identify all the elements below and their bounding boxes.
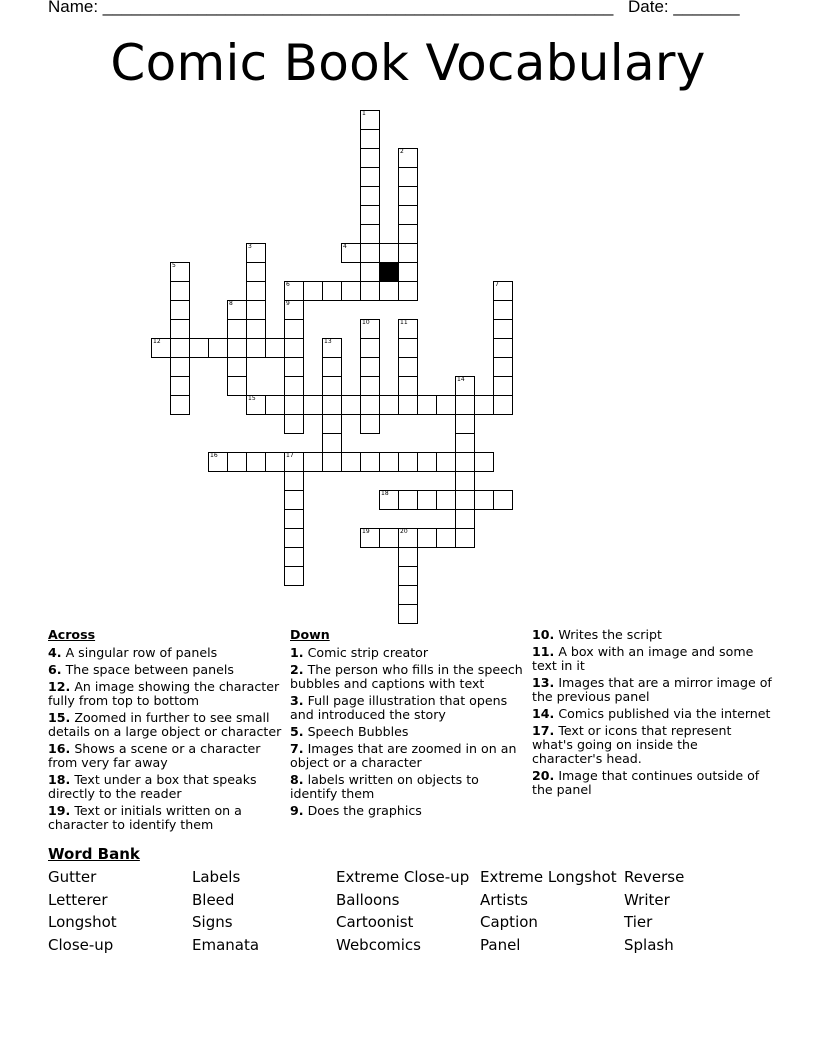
crossword-cell[interactable] <box>455 490 475 510</box>
crossword-cell[interactable] <box>493 357 513 377</box>
word-bank-word: Extreme Longshot <box>480 868 617 886</box>
crossword-cell[interactable] <box>474 452 494 472</box>
crossword-cell[interactable] <box>398 547 418 567</box>
clue-number: 19 <box>362 528 370 535</box>
crossword-cell[interactable] <box>284 376 304 396</box>
crossword-cell[interactable] <box>227 376 247 396</box>
crossword-cell[interactable] <box>379 281 399 301</box>
clue-text: The space between panels <box>61 662 234 677</box>
down-clue <box>532 645 772 673</box>
clue-text: Comic strip creator <box>303 645 429 660</box>
clue-number-label: 10. <box>532 627 555 642</box>
crossword-cell[interactable] <box>227 452 247 472</box>
word-bank-word: Reverse <box>624 868 685 886</box>
clue-number-label: 3. <box>290 693 304 708</box>
crossword-cell[interactable] <box>265 338 285 358</box>
crossword-cell[interactable] <box>493 300 513 320</box>
crossword-cell[interactable] <box>322 395 342 415</box>
word-bank-word: Signs <box>192 913 233 932</box>
crossword-cell[interactable] <box>398 281 418 301</box>
down-clue <box>290 663 526 691</box>
crossword-cell[interactable] <box>436 528 456 548</box>
clue-number: 14 <box>457 376 465 383</box>
clue-number-label: 19. <box>48 803 71 818</box>
crossword-cell[interactable] <box>398 262 418 282</box>
clue-number-label: 15. <box>48 710 71 725</box>
clue-text: Text under a box that speaks directly to the reader <box>48 772 257 801</box>
down-clue <box>532 769 772 797</box>
crossword-cell[interactable] <box>360 148 380 168</box>
crossword-cell[interactable] <box>455 471 475 491</box>
clue-number-label: 7. <box>290 741 304 756</box>
word-bank-word: Longshot <box>48 913 117 932</box>
crossword-cell[interactable] <box>398 376 418 396</box>
crossword-cell[interactable] <box>493 395 513 415</box>
clue-number: 8 <box>229 300 233 307</box>
crossword-cell[interactable] <box>398 452 418 472</box>
crossword-cell[interactable] <box>360 167 380 187</box>
word-bank-word: Extreme Close-up <box>336 868 470 886</box>
crossword-cell[interactable] <box>398 205 418 225</box>
word-bank-word: Close-up <box>48 935 114 954</box>
clue-text: Shows a scene or a character from very far away <box>48 741 261 770</box>
down-heading: Down <box>290 627 330 642</box>
clue-number-label: 14. <box>532 706 555 721</box>
clue-text: Zoomed in further to see small details on a large object or character <box>48 710 282 739</box>
down-clue <box>290 646 526 660</box>
crossword-cell[interactable] <box>284 338 304 358</box>
clue-number-label: 16. <box>48 741 71 756</box>
clue-number: 7 <box>495 281 499 288</box>
clue-text: Text or icons that represent what's going on inside the character's head. <box>532 723 732 766</box>
clue-number: 11 <box>400 319 408 326</box>
crossword-cell[interactable] <box>284 528 304 548</box>
down-clue <box>290 804 526 818</box>
crossword-cell[interactable] <box>284 490 304 510</box>
word-bank-column <box>48 866 117 956</box>
across-clues <box>48 628 284 835</box>
crossword-cell[interactable] <box>341 452 361 472</box>
clue-number: 4 <box>343 243 347 250</box>
crossword-cell[interactable] <box>436 395 456 415</box>
down-clues-continued <box>532 628 772 800</box>
crossword-cell[interactable] <box>284 395 304 415</box>
word-bank-column <box>480 866 617 956</box>
crossword-cell[interactable] <box>322 357 342 377</box>
crossword-cell[interactable] <box>360 452 380 472</box>
word-bank-title: Word Bank <box>48 845 140 863</box>
word-bank-column <box>624 866 684 956</box>
crossword-cell[interactable] <box>360 205 380 225</box>
word-bank-word: Splash <box>624 935 674 954</box>
crossword-cell[interactable] <box>360 281 380 301</box>
down-clue <box>532 676 772 704</box>
crossword-cell[interactable] <box>170 357 190 377</box>
crossword-cell[interactable] <box>493 490 513 510</box>
date-field-label: Date: _______ <box>628 0 740 16</box>
clue-text: Does the graphics <box>303 803 422 818</box>
crossword-cell[interactable] <box>322 452 342 472</box>
clue-number: 16 <box>210 452 218 459</box>
clue-number: 20 <box>400 528 408 535</box>
clue-number: 18 <box>381 490 389 497</box>
word-bank-word: Caption <box>480 913 538 932</box>
across-clue <box>48 680 284 708</box>
clue-text: Image that continues outside of the panel <box>532 768 760 797</box>
crossword-cell[interactable] <box>398 395 418 415</box>
crossword-cell[interactable] <box>436 452 456 472</box>
crossword-cell[interactable] <box>398 243 418 263</box>
crossword-cell[interactable] <box>493 338 513 358</box>
crossword-cell[interactable] <box>170 281 190 301</box>
clue-number: 12 <box>153 338 161 345</box>
crossword-cell[interactable] <box>265 452 285 472</box>
crossword-cell[interactable] <box>246 281 266 301</box>
clue-number: 1 <box>362 110 366 117</box>
word-bank-word: Letterer <box>48 890 108 909</box>
crossword-cell[interactable] <box>493 319 513 339</box>
clue-number-label: 17. <box>532 723 555 738</box>
crossword-cell[interactable] <box>455 452 475 472</box>
clue-number: 17 <box>286 452 294 459</box>
crossword-cell[interactable] <box>170 300 190 320</box>
crossword-cell[interactable] <box>379 243 399 263</box>
word-bank-word: Panel <box>480 935 521 954</box>
crossword-cell[interactable] <box>303 281 323 301</box>
crossword-cell[interactable] <box>379 395 399 415</box>
crossword-cell[interactable] <box>398 585 418 605</box>
down-clues <box>290 628 526 821</box>
crossword-cell[interactable] <box>398 357 418 377</box>
crossword-cell[interactable] <box>246 300 266 320</box>
clue-number-label: 20. <box>532 768 555 783</box>
clue-number-label: 4. <box>48 645 62 660</box>
crossword-cell[interactable] <box>284 414 304 434</box>
crossword-cell[interactable] <box>417 395 437 415</box>
crossword-cell[interactable] <box>170 319 190 339</box>
crossword-cell[interactable] <box>227 357 247 377</box>
crossword-cell[interactable] <box>246 262 266 282</box>
crossword-cell[interactable] <box>436 490 456 510</box>
crossword-cell[interactable] <box>360 129 380 149</box>
crossword-cell[interactable] <box>417 452 437 472</box>
crossword-cell[interactable] <box>170 395 190 415</box>
clue-text: Full page illustration that opens and introduced the story <box>290 693 508 722</box>
crossword-cell[interactable] <box>265 395 285 415</box>
crossword-cell[interactable] <box>398 604 418 624</box>
across-clue <box>48 804 284 832</box>
crossword-cell[interactable] <box>322 281 342 301</box>
crossword-cell[interactable] <box>303 395 323 415</box>
crossword-cell[interactable] <box>284 319 304 339</box>
across-clue <box>48 646 284 660</box>
clue-number-label: 1. <box>290 645 304 660</box>
crossword-cell[interactable] <box>455 395 475 415</box>
crossword-cell[interactable] <box>493 376 513 396</box>
crossword-cell[interactable] <box>189 338 209 358</box>
clue-text: Text or initials written on a character to identify them <box>48 803 242 832</box>
crossword-cell[interactable] <box>284 566 304 586</box>
crossword-cell[interactable] <box>360 186 380 206</box>
crossword-cell[interactable] <box>246 338 266 358</box>
clue-number-label: 5. <box>290 724 304 739</box>
clue-text: A singular row of panels <box>61 645 218 660</box>
clue-number: 5 <box>172 262 176 269</box>
across-clue <box>48 742 284 770</box>
crossword-cell[interactable] <box>246 452 266 472</box>
crossword-cell[interactable] <box>398 186 418 206</box>
clue-number-label: 8. <box>290 772 304 787</box>
crossword-cell[interactable] <box>360 395 380 415</box>
clue-number: 13 <box>324 338 332 345</box>
crossword-cell[interactable] <box>246 319 266 339</box>
crossword-cell[interactable] <box>227 338 247 358</box>
crossword-cell[interactable] <box>360 338 380 358</box>
word-bank-word: Emanata <box>192 935 260 954</box>
across-clue <box>48 773 284 801</box>
crossword-cell[interactable] <box>284 547 304 567</box>
name-field-label: Name: ______________________________________________________ <box>48 0 614 16</box>
clue-text: Images that are zoomed in on an object or a character <box>290 741 517 770</box>
crossword-cell[interactable] <box>284 471 304 491</box>
crossword-cell[interactable] <box>360 243 380 263</box>
clue-number-label: 12. <box>48 679 71 694</box>
crossword-cell[interactable] <box>170 338 190 358</box>
crossword-cell[interactable] <box>455 528 475 548</box>
crossword-cell[interactable] <box>303 452 323 472</box>
clue-number: 3 <box>248 243 252 250</box>
word-bank-word: Labels <box>192 868 241 886</box>
crossword-cell[interactable] <box>360 414 380 434</box>
crossword-cell[interactable] <box>360 262 380 282</box>
crossword-cell[interactable] <box>208 338 228 358</box>
clue-text: Writes the script <box>554 627 662 642</box>
down-clue <box>290 725 526 739</box>
clue-number: 6 <box>286 281 290 288</box>
crossword-cell[interactable] <box>170 376 190 396</box>
down-clue <box>532 628 772 642</box>
word-bank-word: Artists <box>480 890 528 909</box>
clue-text: Comics published via the internet <box>554 706 771 721</box>
crossword-cell[interactable] <box>398 566 418 586</box>
word-bank-word: Balloons <box>336 890 400 909</box>
clue-text: labels written on objects to identify them <box>290 772 479 801</box>
word-bank-word: Gutter <box>48 868 97 886</box>
word-bank-word: Cartoonist <box>336 913 414 932</box>
clue-number-label: 18. <box>48 772 71 787</box>
crossword-cell[interactable] <box>284 357 304 377</box>
down-clue <box>532 707 772 721</box>
crossword-cell[interactable] <box>284 509 304 529</box>
crossword-cell[interactable] <box>360 224 380 244</box>
word-bank-word: Tier <box>624 913 653 932</box>
crossword-cell[interactable] <box>455 509 475 529</box>
crossword-cell[interactable] <box>417 528 437 548</box>
crossword-cell[interactable] <box>398 338 418 358</box>
crossword-cell[interactable] <box>455 433 475 453</box>
down-clue <box>290 773 526 801</box>
clue-number: 10 <box>362 319 370 326</box>
crossword-cell[interactable] <box>360 357 380 377</box>
word-bank-word: Bleed <box>192 890 235 909</box>
crossword-cell[interactable] <box>379 528 399 548</box>
across-clue <box>48 663 284 677</box>
clue-text: Speech Bubbles <box>303 724 409 739</box>
crossword-cell[interactable] <box>341 395 361 415</box>
clue-number-label: 2. <box>290 662 304 677</box>
crossword-block-cell <box>379 262 399 282</box>
crossword-cell[interactable] <box>322 414 342 434</box>
page-title: Comic Book Vocabulary <box>110 34 706 92</box>
down-clue <box>532 724 772 766</box>
clue-text: The person who fills in the speech bubbles and captions with text <box>290 662 523 691</box>
clue-number: 2 <box>400 148 404 155</box>
clue-text: A box with an image and some text in it <box>532 644 754 673</box>
across-heading: Across <box>48 627 96 642</box>
down-clue <box>290 742 526 770</box>
crossword-cell[interactable] <box>398 167 418 187</box>
crossword-cell[interactable] <box>360 376 380 396</box>
crossword-cell[interactable] <box>227 319 247 339</box>
clue-number-label: 6. <box>48 662 62 677</box>
crossword-cell[interactable] <box>417 490 437 510</box>
crossword-cell[interactable] <box>474 490 494 510</box>
clue-number-label: 9. <box>290 803 304 818</box>
word-bank-word: Writer <box>624 890 670 909</box>
across-clue <box>48 711 284 739</box>
clue-number-label: 13. <box>532 675 555 690</box>
clue-number-label: 11. <box>532 644 555 659</box>
crossword-cell[interactable] <box>474 395 494 415</box>
crossword-cell[interactable] <box>322 376 342 396</box>
clue-text: Images that are a mirror image of the previous panel <box>532 675 772 704</box>
clue-number: 15 <box>248 395 256 402</box>
word-bank-word: Webcomics <box>336 935 421 954</box>
crossword-cell[interactable] <box>455 414 475 434</box>
word-bank-column <box>336 866 469 956</box>
crossword-cell[interactable] <box>398 490 418 510</box>
down-clue <box>290 694 526 722</box>
crossword-cell[interactable] <box>341 281 361 301</box>
clue-text: An image showing the character fully from top to bottom <box>48 679 280 708</box>
crossword-cell[interactable] <box>322 433 342 453</box>
word-bank-column <box>192 866 259 956</box>
clue-number: 9 <box>286 300 290 307</box>
crossword-cell[interactable] <box>379 452 399 472</box>
crossword-cell[interactable] <box>398 224 418 244</box>
